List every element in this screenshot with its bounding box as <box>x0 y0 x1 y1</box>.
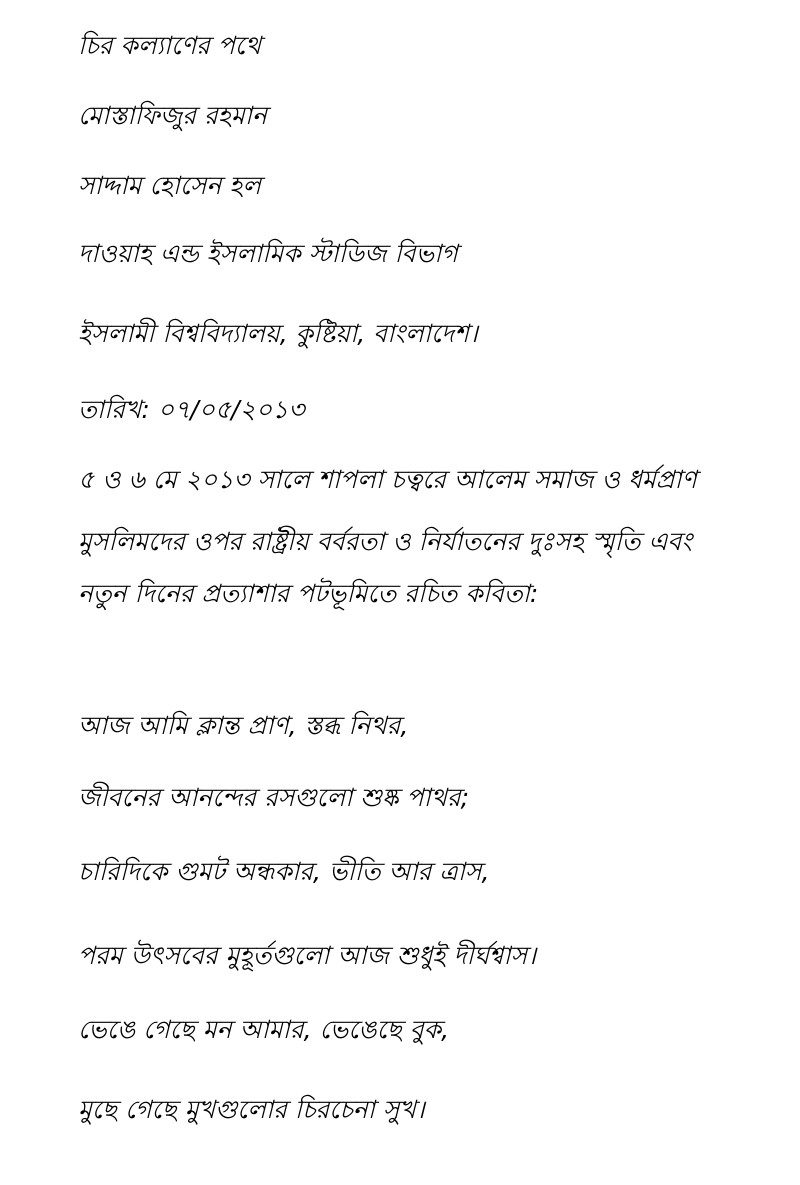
poem-line: মুছে গেছে মুখগুলোর চিরচেনা সুখ। <box>78 1095 425 1124</box>
poem-line: পরম উৎসবের মুহূর্তগুলো আজ শুধুই দীর্ঘশ্বাস। <box>78 941 537 970</box>
author-name: মোস্তাফিজুর রহমান <box>78 101 267 130</box>
department-name: দাওয়াহ এন্ড ইসলামিক স্টাডিজ বিভাগ <box>78 239 458 268</box>
poem-line: জীবনের আনন্দের রসগুলো শুষ্ক পাথর; <box>78 783 470 812</box>
intro-line: মুসলিমদের ওপর রাষ্ট্রীয় বর্বরতা ও নির্যাতনের দুঃসহ স্মৃতি এবং <box>78 527 693 556</box>
poem-line: আজ আমি ক্লান্ত প্রাণ, স্তব্ধ নিথর, <box>78 711 409 740</box>
intro-line: ৫ ও ৬ মে ২০১৩ সালে শাপলা চত্বরে আলেম সমাজ ও ধর্মপ্রাণ <box>78 465 697 494</box>
hall-name: সাদ্দাম হোসেন হল <box>78 171 262 200</box>
document-date: তারিখ: ০৭/০৫/২০১৩ <box>78 395 305 424</box>
university-name: ইসলামী বিশ্ববিদ্যালয়, কুষ্টিয়া, বাংলাদেশ। <box>78 319 478 348</box>
poem-line: ভেঙে গেছে মন আমার, ভেঙেছে বুক, <box>78 1015 450 1044</box>
intro-line: নতুন দিনের প্রত্যাশার পটভূমিতে রচিত কবিতা: <box>78 579 539 608</box>
document-title: চির কল্যাণের পথে <box>78 31 262 60</box>
poem-line: চারিদিকে গুমট অন্ধকার, ভীতি আর ত্রাস, <box>78 857 490 886</box>
